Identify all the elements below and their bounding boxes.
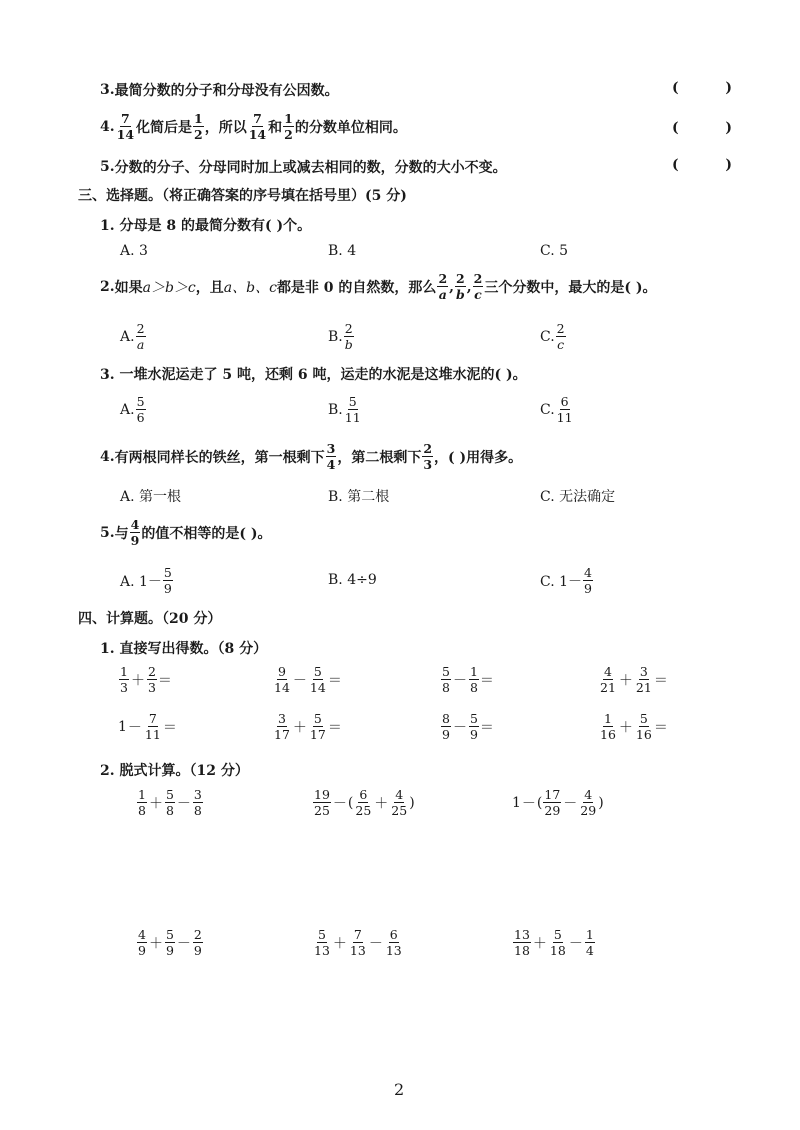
question-number: 5.: [100, 159, 115, 175]
text: 三个分数中，最大的是( )。: [484, 279, 657, 296]
fraction: [136, 395, 146, 424]
minus-sign: －: [563, 795, 578, 812]
numerator: 2: [136, 321, 145, 336]
equals-sign: ＝: [162, 719, 177, 736]
fraction: $\frac{5}{8}$: [442, 664, 450, 696]
plus-sign: ＋: [130, 672, 145, 689]
fraction: $\frac{3}{21}$: [635, 664, 652, 696]
fraction: [556, 322, 566, 351]
fraction: $\frac{4}{9}$: [138, 927, 146, 959]
fraction: [248, 112, 267, 141]
numerator: 2: [473, 271, 483, 286]
paren: ): [409, 794, 415, 811]
fraction: $\frac{4}{29}$: [580, 787, 597, 819]
fraction: $\frac{5}{18}$: [549, 927, 566, 959]
numerator: 5: [136, 394, 145, 409]
section-title: 四、计算题。（20 分）: [78, 611, 222, 627]
numerator: 2: [556, 321, 565, 336]
fraction: $\frac{13}{18}$: [514, 927, 530, 959]
question-number: 3.: [100, 82, 115, 98]
equals-sign: ＝: [653, 719, 668, 736]
fraction: $\frac{1}{8}$: [138, 787, 146, 819]
choice-q1: [100, 215, 311, 235]
expression: [512, 928, 596, 957]
expression: [272, 712, 342, 741]
minus-sign: －: [176, 795, 191, 812]
paren-close: ): [725, 120, 732, 136]
option-label: C.: [540, 328, 555, 345]
number: 1: [118, 718, 127, 735]
denominator: 9: [130, 533, 140, 549]
fraction: $\frac{1}{3}$: [120, 664, 128, 696]
denominator: 2: [284, 127, 293, 143]
fraction: $\frac{8}{9}$: [442, 711, 450, 743]
question-text: 一堆水泥运走了 5 吨，还剩 6 吨，运走的水泥是这堆水泥的( )。: [119, 367, 527, 383]
expression: [312, 928, 404, 957]
minus-sign: －: [452, 719, 467, 736]
section-title: 三、选择题。（将正确答案的序号填在括号里）(5 分): [78, 188, 407, 204]
plus-sign: ＋: [332, 935, 347, 952]
option-b[interactable]: B. 第二根: [328, 489, 390, 505]
option-label: C.: [540, 401, 555, 418]
option-b[interactable]: [328, 322, 355, 351]
text: 与: [114, 525, 129, 542]
question-number: 3.: [100, 367, 115, 383]
fraction: [326, 442, 337, 471]
paren-open: (: [672, 157, 679, 173]
variables: a、b、c: [223, 279, 277, 296]
fraction: $\frac{1}{4}$: [585, 927, 594, 959]
text: 如果: [114, 279, 143, 296]
expression: [136, 788, 204, 817]
text: ，( )用得多。: [434, 449, 523, 466]
fraction: $\frac{5}{17}$: [309, 711, 326, 743]
denominator: c: [474, 287, 482, 303]
plus-sign: ＋: [148, 935, 163, 952]
choice-q2: 2. 如果 a＞b＞c ，且 a、b、c 都是非 0 的自然数，那么 $\frac{2}{a}$ , $\frac{2}{b}$ , $\frac{2}{c}$ 三个分数中，最大的是( )。: [100, 271, 657, 303]
option-label: C. 1－: [540, 573, 583, 590]
fraction: $\frac{19}{25}$: [314, 787, 330, 819]
fraction: [116, 112, 135, 141]
answer-paren[interactable]: [672, 120, 732, 136]
text: 和: [268, 119, 283, 136]
expression: [118, 665, 172, 694]
fraction: [130, 518, 141, 547]
numerator: 4: [584, 565, 592, 580]
fraction: $\frac{17}{29}$: [544, 787, 561, 819]
equals-sign: ＝: [157, 672, 172, 689]
option-label: B.: [328, 401, 343, 418]
option-c[interactable]: [540, 322, 567, 351]
option-a[interactable]: A. 第一根: [120, 489, 182, 505]
equals-sign: ＝: [479, 719, 494, 736]
question-text: 分数的分子、分母同时加上或减去相同的数，分数的大小不变。: [114, 160, 507, 176]
denominator: 2: [194, 127, 203, 143]
plus-sign: ＋: [532, 935, 547, 952]
question-number: 4.: [100, 118, 115, 135]
text: 的分数单位相同。: [294, 119, 407, 136]
fraction: $\frac{6}{13}$: [385, 927, 402, 959]
expression: [440, 712, 494, 741]
fraction: [556, 395, 574, 424]
fraction: $\frac{4}{25}$: [391, 787, 408, 819]
denominator: c: [557, 337, 565, 353]
numerator: 5: [348, 394, 357, 409]
denominator: 14: [116, 127, 135, 143]
plus-sign: ＋: [374, 795, 389, 812]
expression: [598, 665, 668, 694]
denominator: 4: [326, 457, 336, 473]
fraction: $\frac{5}{9}$: [469, 711, 478, 743]
option-a[interactable]: A. 3: [120, 243, 148, 259]
denominator: b: [344, 337, 353, 353]
condition: a＞b＞c: [142, 279, 196, 296]
choice-q4: [100, 442, 522, 471]
option-a[interactable]: [120, 395, 147, 424]
numerator: 1: [284, 111, 293, 126]
question-number: 2.: [100, 278, 115, 295]
sub-title: 2. 脱式计算。（12 分）: [100, 763, 249, 779]
text: ，所以: [204, 119, 247, 136]
minus-sign: －: [521, 795, 536, 812]
denominator: 9: [163, 581, 172, 597]
question-number: 1.: [100, 218, 115, 234]
denominator: a: [136, 337, 145, 353]
minus-sign: －: [176, 935, 191, 952]
fraction: [344, 395, 362, 424]
paren: (: [536, 794, 543, 811]
numerator: 2: [456, 271, 465, 286]
option-c[interactable]: C. 5: [540, 243, 569, 259]
option-b[interactable]: [328, 395, 363, 424]
fraction: $\frac{7}{11}$: [144, 711, 161, 743]
equals-sign: ＝: [327, 672, 342, 689]
fraction: $\frac{5}{16}$: [635, 711, 652, 743]
numerator: 4: [130, 517, 140, 532]
numerator: 2: [344, 321, 353, 336]
expression: [136, 928, 204, 957]
fraction: [193, 112, 204, 141]
text: 化简后是: [136, 119, 193, 136]
fraction: [344, 322, 354, 351]
answer-paren[interactable]: [672, 80, 732, 96]
equals-sign: ＝: [327, 719, 342, 736]
denominator: a: [438, 287, 447, 303]
paren: ): [598, 794, 604, 811]
denominator: 11: [556, 410, 573, 426]
fraction: $\frac{9}{14}$: [274, 664, 290, 696]
choice-q5: [100, 518, 271, 547]
text: 的值不相等的是( )。: [141, 525, 272, 542]
expression: [512, 788, 604, 817]
fraction: [437, 272, 448, 301]
fraction: [163, 566, 173, 595]
paren-close: ): [725, 80, 732, 96]
numerator: 5: [163, 565, 172, 580]
page-number: 2: [394, 1080, 405, 1099]
denominator: 3: [423, 457, 433, 473]
fraction: $\frac{6}{25}$: [355, 787, 372, 819]
minus-sign: －: [332, 795, 347, 812]
fraction: $\frac{1}{8}$: [469, 664, 478, 696]
text: 有两根同样长的铁丝，第一根剩下: [114, 449, 325, 466]
fraction: [473, 272, 484, 301]
option-label: A.: [120, 401, 135, 418]
fraction: [283, 112, 294, 141]
numerator: 3: [326, 441, 336, 456]
denominator: 11: [344, 410, 361, 426]
numerator: 6: [560, 394, 569, 409]
fraction: $\frac{3}{17}$: [274, 711, 290, 743]
question-text: 最简分数的分子和分母没有公因数。: [114, 83, 339, 99]
option-label: A.: [120, 328, 135, 345]
expression: [598, 712, 668, 741]
fraction: [455, 272, 466, 301]
fraction: $\frac{7}{13}$: [349, 927, 366, 959]
fraction: [136, 322, 146, 351]
expression: [312, 788, 415, 817]
answer-paren[interactable]: [672, 157, 732, 173]
numerator: 2: [423, 441, 433, 456]
numerator: 2: [438, 271, 448, 286]
fraction: [422, 442, 433, 471]
text: 都是非 0 的自然数，那么: [276, 279, 437, 296]
numerator: 1: [194, 111, 203, 126]
option-label: A. 1－: [120, 573, 162, 590]
fraction: $\frac{5}{13}$: [314, 927, 330, 959]
equals-sign: ＝: [479, 672, 494, 689]
fraction: [583, 566, 593, 595]
minus-sign: －: [292, 672, 307, 689]
choice-q3: [100, 364, 527, 384]
expression: [118, 712, 177, 741]
question-number: 4.: [100, 448, 115, 465]
question-text: 分母是 8 的最简分数有( )个。: [119, 218, 312, 234]
option-c[interactable]: [540, 566, 594, 595]
paren-open: (: [672, 80, 679, 96]
paren: (: [347, 794, 354, 811]
option-c[interactable]: C. 无法确定: [540, 489, 616, 505]
expression: [440, 665, 494, 694]
option-b[interactable]: B. 4÷9: [328, 572, 377, 588]
question-number: 5.: [100, 524, 115, 541]
numerator: 7: [253, 111, 262, 126]
fraction: $\frac{2}{9}$: [193, 927, 202, 959]
paren-close: ): [725, 157, 732, 173]
fraction: $\frac{5}{14}$: [309, 664, 326, 696]
plus-sign: ＋: [618, 672, 633, 689]
fraction: $\frac{4}{21}$: [600, 664, 616, 696]
option-a[interactable]: [120, 566, 174, 595]
option-b[interactable]: B. 4: [328, 243, 357, 259]
sub-title: 1. 直接写出得数。（8 分）: [100, 641, 268, 657]
equals-sign: ＝: [653, 672, 668, 689]
fraction: $\frac{5}{9}$: [165, 927, 174, 959]
text: ，第二根剩下: [337, 449, 422, 466]
judge-q3: [100, 80, 339, 100]
minus-sign: －: [127, 719, 142, 736]
fraction: $\frac{3}{8}$: [193, 787, 202, 819]
paren-open: (: [672, 120, 679, 136]
fraction: $\frac{5}{8}$: [165, 787, 174, 819]
plus-sign: ＋: [148, 795, 163, 812]
minus-sign: －: [368, 935, 383, 952]
expression: [272, 665, 342, 694]
number: 1: [512, 794, 521, 811]
plus-sign: ＋: [618, 719, 633, 736]
option-a[interactable]: [120, 322, 147, 351]
judge-q4: [100, 112, 407, 141]
fraction: $\frac{2}{3}$: [147, 664, 156, 696]
numerator: 7: [120, 111, 130, 126]
denominator: 6: [136, 410, 145, 426]
option-c[interactable]: [540, 395, 575, 424]
plus-sign: ＋: [292, 719, 307, 736]
option-label: B.: [328, 328, 343, 345]
text: ，且: [195, 279, 224, 296]
minus-sign: －: [452, 672, 467, 689]
fraction: $\frac{1}{16}$: [600, 711, 616, 743]
denominator: 9: [584, 581, 592, 597]
minus-sign: －: [568, 935, 583, 952]
denominator: b: [456, 287, 465, 303]
judge-q5: [100, 157, 507, 177]
denominator: 14: [248, 127, 267, 143]
